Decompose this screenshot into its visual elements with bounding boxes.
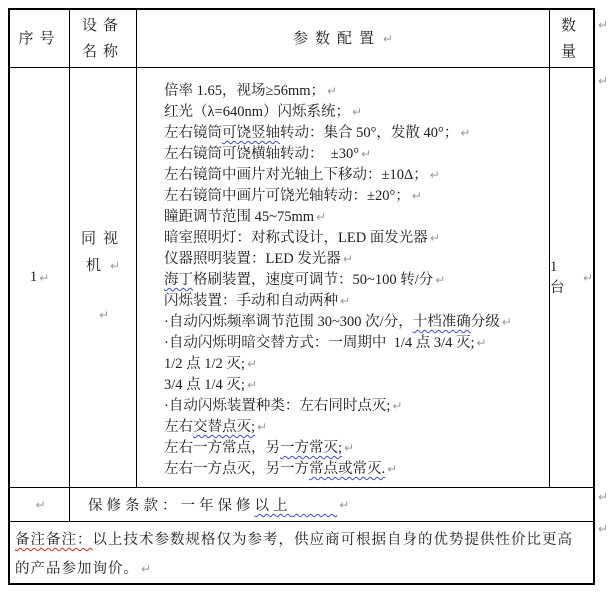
param-line: 左右一方常点，另一方常灭; ↵ bbox=[164, 440, 355, 456]
paragraph-mark-icon: ↵ bbox=[340, 294, 351, 308]
paragraph-mark-icon: ↵ bbox=[435, 273, 446, 287]
paragraph-mark-icon: ↵ bbox=[246, 378, 258, 392]
param-line: 暗室照明灯：对称式设计，LED 面发光器 ↵ bbox=[164, 230, 440, 246]
param-line: 左右镜筒中画片对光轴上下移动：±10Δ； ↵ bbox=[164, 167, 440, 183]
param-line: 左右镜筒可饶横轴转动： ±30° ↵ bbox=[164, 146, 372, 162]
header-quantity bbox=[550, 10, 593, 67]
param-line: 闪烁装置：手动和自动两种 ↵ bbox=[164, 293, 351, 309]
paragraph-mark-icon: ↵ bbox=[257, 420, 268, 434]
paragraph-mark-icon: ↵ bbox=[476, 336, 487, 350]
spec-table bbox=[8, 8, 595, 585]
header-serial-label: 序号 bbox=[18, 30, 61, 47]
parameters-cell bbox=[137, 68, 550, 487]
header-device-line1: 设备 bbox=[81, 17, 124, 34]
table-main-row bbox=[10, 68, 593, 488]
row-end-paragraph-mark-icon: ↵ bbox=[598, 74, 609, 88]
param-line: 海丁格刷装置，速度可调节：50~100 转/分 ↵ bbox=[164, 272, 446, 288]
paragraph-mark-icon: ↵ bbox=[392, 399, 403, 413]
paragraph-mark-icon: ↵ bbox=[35, 497, 46, 512]
paragraph-mark-icon: ↵ bbox=[411, 189, 422, 203]
warranty-terms-text: 保修条款：一年保修以上 bbox=[88, 498, 292, 514]
paragraph-mark-icon: ↵ bbox=[429, 168, 440, 182]
param-line: 倍率 1.65，视场≥56mm； ↵ bbox=[164, 83, 338, 99]
header-quantity-line1: 数 bbox=[560, 17, 582, 34]
paragraph-mark-icon: ↵ bbox=[246, 357, 258, 371]
paragraph-mark-icon: ↵ bbox=[342, 252, 353, 266]
device-name-line2: 机 ↵ bbox=[85, 258, 121, 274]
param-line: 左右镜筒中画片可饶光轴转动：±20°； ↵ bbox=[164, 188, 422, 204]
paragraph-mark-icon: ↵ bbox=[339, 497, 350, 512]
param-line: 瞳距调节范围 45~75mm ↵ bbox=[164, 209, 327, 225]
row-end-paragraph-mark-icon: ↵ bbox=[598, 522, 609, 536]
param-line: ·自动闪烁明暗交替方式：一周期中 1/4 点 3/4 灭; ↵ bbox=[164, 335, 487, 351]
quantity-value: 1 台 bbox=[550, 258, 567, 296]
note-text-line1: 备注备注：以上技术参数规格仅为参考，供应商可根据自身的优势提供性价比更高 bbox=[15, 532, 573, 548]
header-device-name bbox=[70, 10, 137, 67]
serial-number: 1 bbox=[29, 269, 38, 285]
paragraph-mark-icon: ↵ bbox=[344, 441, 355, 455]
paragraph-mark-icon: ↵ bbox=[141, 562, 152, 576]
paragraph-mark-icon: ↵ bbox=[39, 270, 50, 285]
header-quantity-line2: 量 bbox=[560, 43, 582, 60]
paragraph-mark-icon: ↵ bbox=[316, 210, 327, 224]
param-line: ·自动闪烁装置种类：左右同时点灭; ↵ bbox=[164, 398, 403, 414]
param-line: 1/2 点 1/2 灭; ↵ bbox=[164, 356, 258, 372]
note-cell bbox=[10, 522, 593, 583]
param-line: ·自动闪烁频率调节范围 30~300 次/分，十档准确分级 ↵ bbox=[164, 314, 512, 330]
paragraph-mark-icon: ↵ bbox=[387, 462, 398, 476]
warranty-row bbox=[10, 488, 593, 522]
warranty-empty-cell bbox=[10, 488, 70, 521]
header-device-line2: 名称 bbox=[81, 43, 124, 60]
table-header-row bbox=[10, 10, 593, 68]
paragraph-mark-icon: ↵ bbox=[382, 31, 394, 46]
warranty-terms-cell bbox=[70, 488, 593, 521]
paragraph-mark-icon: ↵ bbox=[327, 84, 338, 98]
param-line: 左右交替点灭; ↵ bbox=[164, 419, 268, 435]
header-parameters-label: 参数配置 bbox=[292, 30, 381, 47]
paragraph-mark-icon: ↵ bbox=[582, 270, 593, 285]
note-row bbox=[10, 522, 593, 583]
header-serial-number bbox=[10, 10, 70, 67]
paragraph-mark-icon: ↵ bbox=[361, 147, 372, 161]
device-name-cell bbox=[70, 68, 137, 487]
serial-number-cell bbox=[10, 68, 70, 487]
paragraph-mark-icon: ↵ bbox=[98, 308, 110, 322]
param-line: 仪器照明装置：LED 发光器 ↵ bbox=[164, 251, 353, 267]
paragraph-mark-icon: ↵ bbox=[460, 126, 471, 140]
paragraph-mark-icon: ↵ bbox=[501, 315, 512, 329]
empty-paragraph bbox=[97, 302, 109, 329]
param-line: 左右一方点灭，另一方常点或常灭. ↵ bbox=[164, 461, 398, 477]
quantity-cell bbox=[550, 68, 593, 487]
header-parameters bbox=[137, 10, 550, 67]
note-text-line2: 的产品参加询价。 ↵ bbox=[15, 561, 152, 577]
row-end-paragraph-mark-icon: ↵ bbox=[598, 490, 609, 504]
paragraph-mark-icon: ↵ bbox=[352, 105, 363, 119]
paragraph-mark-icon: ↵ bbox=[109, 259, 121, 273]
row-end-paragraph-mark-icon: ↵ bbox=[598, 18, 609, 32]
paragraph-mark-icon: ↵ bbox=[429, 231, 440, 245]
param-line: 3/4 点 1/4 灭; ↵ bbox=[164, 377, 258, 393]
device-name-line1: 同视 bbox=[80, 231, 125, 247]
param-line: 左右镜筒可饶竖轴转动：集合 50°，发散 40°； ↵ bbox=[164, 125, 471, 141]
param-line: 红光（λ=640nm）闪烁系统； ↵ bbox=[164, 104, 363, 120]
